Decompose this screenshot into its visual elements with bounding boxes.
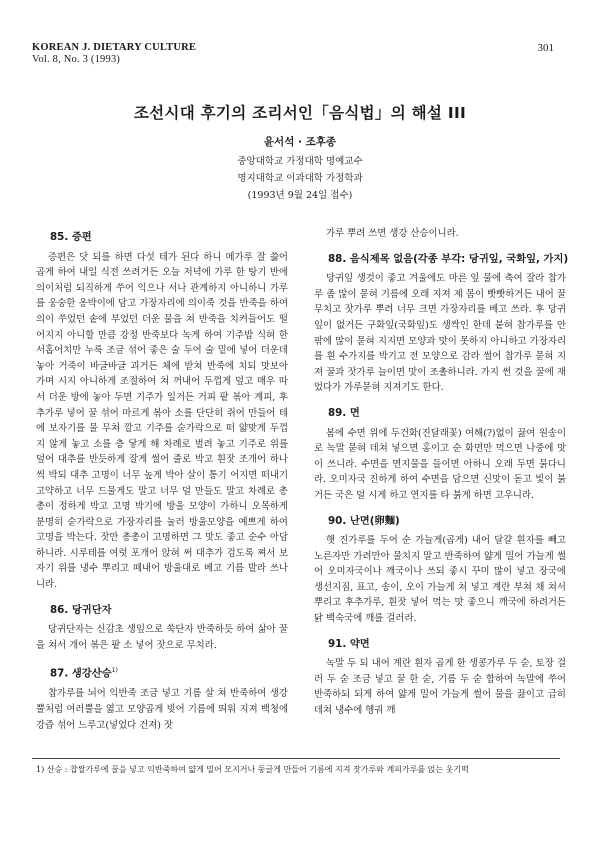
section-heading: 89. 면 (328, 406, 360, 419)
authors: 윤서석 · 조후종 (263, 136, 337, 148)
footnote-marker: 1) (111, 667, 118, 675)
article-title: 조선시대 후기의 조리서인「음식법」의 해설 III (133, 104, 467, 122)
journal-volume: Vol. 8, No. 3 (1993) (32, 54, 121, 65)
section-body: 증편은 닷 되를 하면 다섯 테가 된다 하니 메가루 잘 쓿어 곱게 하여 내일 식전 쓰려거든 오늘 저녁에 가루 한 탕기 반에 의이처럼 되직하게 쑤어 익으나 서나 관계하지 아니하니 가루를 웅숭한 옹박이에 담고 가장자리에 의이죽 것을 반죽을 하여 의이 쑤었던 솥에 부었던 더운 물을 쳐 반죽을 치켜들어도 떨어지지 아니할 만큼 강정 반죽보다 녹게 하여 기주밥 식혀 한 서홉어치만 누룩 조금 섞어 좋은 술 두어 술 밑에 넣어 더운데 놓아 거죽이 바글바글 괴거든 체에 받쳐 반죽에 치되 맛보아 가며 시지 아니하게 조절하여 쳐 꺼내어 두껍게 덮고 매우 따서 더운 방에 놓아 두면 기주가 일거든 거피 팥 볶아 계피, 후추가루 넣어 꿀 섞어 마르게 볶아 소를 단단히 쥐어 만들어 테에 보자기를 물 무쳐 깔고 기주를 숟가락으로 떠 얇맞게 두껍지 않게 놓고 소를 층 닿게 해 차례로 벌려 놓고 기주로 위를 덮어 대추를 반듯하게 잘게 썰어 줄로 박고 흰잣 조개어 하나씩 박되 대추 고명이 너무 높게 박아 살이 통기 어지면 떠내기 고약하고 너무 드물게도 말고 너무 덜 만들도 말고 차례로 총총이 정하게 박고 고명 박기에 방울 모양이 가하니 오목하게 분명히 숟가락으로 가장자리를 눌러 방울모양을 예쁘게 하여 고명을 박는다. 잣만 총총이 고명하면 그 맛도 좋고 순수 아담하니라. 시루테를 여럿 포개어 앉혀 써 대추가 검도록 쪄서 보자기 위를 냉수 뿌리고 떼내어 방울대로 베고 기름 발라 쓰나니라. (36, 251, 288, 591)
section-body: 햇 진가루를 두어 순 가늘게(곱게) 내어 달걀 흰자를 빼고 노른자만 가려만아 물치지 말고 반죽하여 얇게 밀어 가늘게 썰어 오미자국이나 깨국이나 쓰되 좋시 꾸미 많이 넣고 장국에 생선지짐, 표고, 송이, 오이 가늘게 쳐 넣고 계란 부쳐 채 쳐서 뿌리고 후추가루, 흰잣 넣어 먹는 맛 좋으니 깨국에 하려거든 닭 백숙국에 깨를 걸러라. (314, 535, 566, 625)
section-body: 봄에 수면 위에 두건화(진달래꽃) 여해(?)없이 끓여 원송이로 녹말 묻혀 데쳐 넣으면 홍이고 순 화면만 먹으면 나중에 맛이 쓰니라. 수면을 면지물을 들이면 아하니 오래 두면 묽다니라. 오미자국 진하게 하여 수면을 담으면 신맛이 돋고 빛이 붉거든 국은 덜 시게 하고 연지를 타 붉게 하면 고우니라. (314, 427, 566, 501)
affiliation-2: 명지대학교 이과대학 가정학과 (237, 173, 363, 184)
section-body: 녹말 두 되 내어 계란 흰자 곱게 한 생콩가루 두 숟, 토장 걸러 두 숟 조금 넣고 꿀 한 숟, 기름 두 숟 합하여 녹말에 쑤어 반죽하되 되게 하여 얇게 밀어 가늘게 썰어 물을 끓이고 급히 데쳐 냉수에 헹궈 깨 (314, 658, 566, 717)
section-body: 찹가루를 뇌어 익반죽 조금 넣고 기름 살 쳐 반죽하여 생강뿔처럼 여러뿔을 엷고 모양곱게 빚어 기름에 띄워 지져 백청에 강즙 섞어 느루고(넣었다 건져) 잣 (36, 688, 288, 731)
affiliation-1: 중앙대학교 가정대학 명예교수 (237, 156, 363, 167)
footnote-divider (32, 758, 560, 759)
page-number: 301 (537, 42, 554, 54)
footnote: 1) 산승 : 찹쌀가루에 꿀을 넣고 익반죽하여 얇게 밀어 모지거나 둥글게 만들어 기름에 지져 잣가루와 계피가루를 얹는 웃기떡 (36, 765, 469, 774)
journal-header (32, 42, 196, 66)
left-column (36, 226, 288, 733)
section-heading: 86. 당귀단자 (50, 603, 112, 616)
section-heading: 88. 음식제목 없음(각종 부각: 당귀잎, 국화잎, 가지) (328, 252, 569, 265)
received-date: (1993년 9월 24일 접수) (247, 190, 353, 201)
section-body: 당귀잎 생것이 좋고 겨울에도 마른 잎 물에 축여 잘라 찹가루 좀 많이 묻혀 기름에 오래 지져 제 몸이 빳빳하거든 내어 꿀 무치고 잣가루 뿌려 너무 크면 가장자리를 베고 쓰라. 후 당귀잎이 없거든 구화잎(국화잎)도 생싹인 한데 붙혀 찹가루를 안팎에 많이 묻혀 지지면 모양과 맛이 못하지 아니하고 가장자리를 흰 수가지를 박기고 전 모양으로 감라 썰어 찹가루 묻혀 지져 꿀과 잣가루 늘이면 맛이 조촐하니라. 가지 썬 것을 꿀에 재었다가 가루묻혀 지져기도 한다. (314, 273, 566, 394)
section-heading (50, 663, 288, 682)
journal-name: KOREAN J. DIETARY CULTURE (32, 42, 197, 53)
section-heading: 85. 증편 (50, 231, 92, 243)
section-heading-text: 87. 생강산승 (50, 667, 112, 680)
right-column (314, 226, 569, 719)
section-body: 당귀단자는 신감초 생잎으로 쑥단자 반죽하듯 하여 삶아 꿀을 쳐서 개어 볶은 팥 소 넣어 잣으로 무치라. (36, 624, 288, 651)
section-heading: 91. 약면 (328, 637, 370, 650)
section-heading: 90. 난면(卵麵) (328, 514, 400, 527)
section-continuation: 가루 뿌려 쓰면 생강 산승이니라. (326, 228, 459, 239)
affiliations (0, 153, 600, 204)
